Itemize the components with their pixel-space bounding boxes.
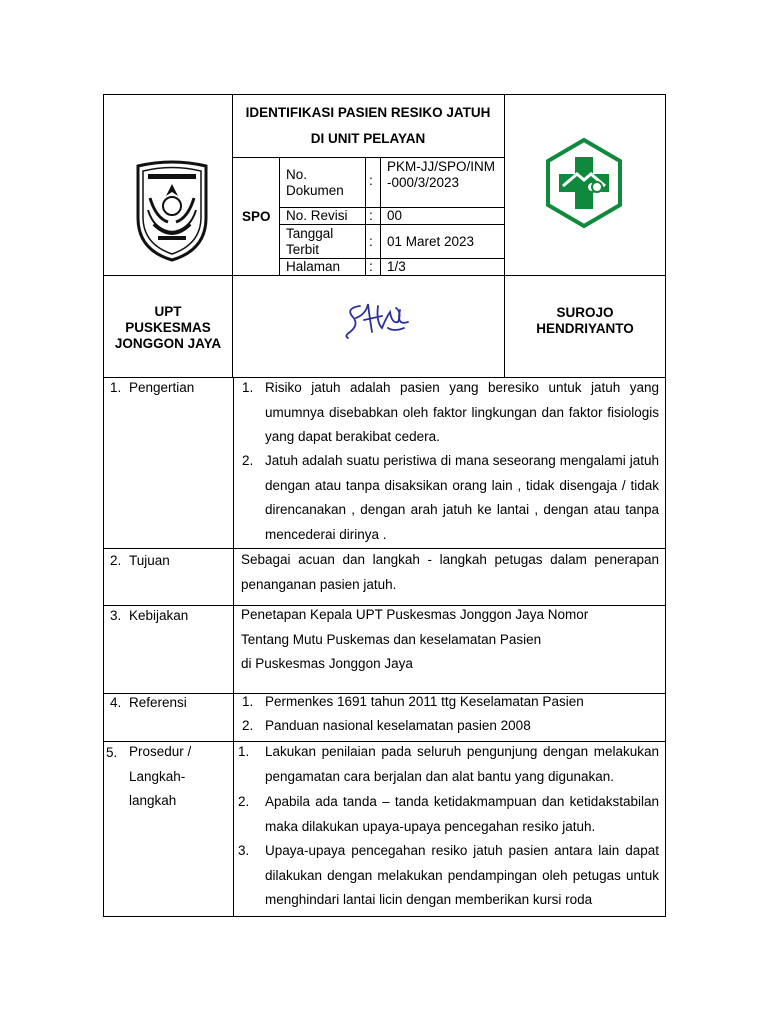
item-text: Apabila ada tanda – tanda ketidakmampuan dan ketidakstabilan maka dilakukan upaya-upaya pencegahan resiko jatuh.: [265, 794, 659, 834]
tanggal-label: Tanggal Terbit: [286, 226, 334, 257]
item-text: Lakukan penilaian pada seluruh pengunjung dengan melakukan pengamatan cara berjalan dan alat bantu yang digunakan.: [265, 744, 659, 784]
kebijakan-text: [241, 603, 659, 677]
no-revisi-label: No. Revisi: [286, 208, 348, 223]
section-2-num: 2.: [110, 553, 122, 568]
document-title: [232, 100, 504, 152]
prosedur-item-1: [238, 740, 659, 789]
signature: [338, 298, 418, 344]
spo-label: SPO: [242, 209, 271, 224]
section-5-num: 5.: [106, 745, 118, 760]
section-3-num: 3.: [110, 608, 122, 623]
prosedur-label-1: Prosedur /: [129, 744, 192, 759]
signature-icon: [338, 298, 418, 344]
item-text: Permenkes 1691 tahun 2011 ttg Keselamatan Pasien: [265, 694, 584, 709]
puskesmas-logo-icon: [544, 137, 624, 229]
item-text: Jatuh adalah suatu peristiwa di mana seseorang mengalami jatuh dengan atau tanpa disaksikan orang lain , tidak disengaja / tidak direncanakan , dengan arah jatuh ke lantai , dengan atau tanpa mencederai dirinya .: [265, 453, 659, 542]
item-number: 2.: [242, 453, 254, 468]
kebijakan-line-1: Penetapan Kepala UPT Puskesmas Jonggon Jaya Nomor: [241, 607, 589, 622]
section-1-num: 1.: [110, 380, 122, 395]
prosedur-item-2: [238, 790, 659, 839]
section-5-label: [129, 740, 191, 814]
title-line-1: IDENTIFIKASI PASIEN RESIKO JATUH: [245, 105, 491, 120]
item-number: 2.: [238, 794, 250, 809]
item-text: Risiko jatuh adalah pasien yang beresiko untuk jatuh yang umumnya disebabkan oleh faktor lingkungan dan faktor fisiologis yang dapat berakibat cedera.: [265, 380, 659, 444]
pengertian-item-1: [242, 376, 659, 450]
halaman-label: Halaman: [286, 259, 341, 274]
item-number: 2.: [242, 718, 254, 733]
no-revisi-value: 00: [387, 208, 403, 223]
colon-2: :: [369, 208, 373, 223]
item-number: 1.: [238, 744, 250, 759]
kebijakan-line-3: di Puskesmas Jonggon Jaya: [241, 656, 413, 671]
institution-name: UPT PUSKESMAS JONGGON JAYA: [114, 304, 222, 351]
prosedur-item-3: [238, 839, 659, 915]
section-4-num: 4.: [110, 695, 122, 710]
no-dokumen-value: PKM-JJ/SPO/INM-000/3/2023: [387, 159, 496, 190]
tujuan-text: Sebagai acuan dan langkah - langkah petugas dalam penerapan penanganan pasien jatuh.: [241, 552, 659, 592]
section-3-label: Kebijakan: [129, 608, 189, 623]
colon-4: :: [369, 259, 373, 274]
right-logo: [544, 137, 624, 229]
item-number: 1.: [242, 694, 254, 709]
referensi-item-1: [242, 690, 659, 715]
colon-1: :: [369, 173, 373, 188]
prosedur-label-3: langkah: [129, 793, 177, 808]
pengertian-item-2: [242, 449, 659, 547]
referensi-item-2: [242, 714, 659, 739]
prosedur-label-2: Langkah-: [129, 768, 186, 784]
left-logo: [132, 158, 212, 262]
signer-name: SUROJO HENDRIYANTO: [536, 305, 634, 336]
regional-emblem-icon: [132, 158, 212, 262]
item-text: Upaya-upaya pencegahan resiko jatuh pasien antara lain dapat dilakukan dengan melakukan pendampingan oleh petugas untuk menghindari lantai licin dengan memberikan kursi roda: [265, 843, 659, 907]
section-2-label: Tujuan: [129, 553, 170, 568]
item-number: 1.: [242, 380, 254, 395]
kebijakan-line-2: Tentang Mutu Puskemas dan keselamatan Pasien: [241, 631, 542, 647]
title-line-2: DI UNIT PELAYAN: [310, 131, 426, 146]
no-dokumen-label: No. Dokumen: [286, 167, 344, 198]
item-number: 3.: [238, 843, 250, 858]
item-text: Panduan nasional keselamatan pasien 2008: [265, 718, 531, 733]
tanggal-value: 01 Maret 2023: [387, 234, 475, 249]
colon-3: :: [369, 234, 373, 249]
section-1-label: Pengertian: [129, 380, 195, 395]
section-4-label: Referensi: [129, 695, 187, 710]
halaman-value: 1/3: [387, 259, 406, 274]
